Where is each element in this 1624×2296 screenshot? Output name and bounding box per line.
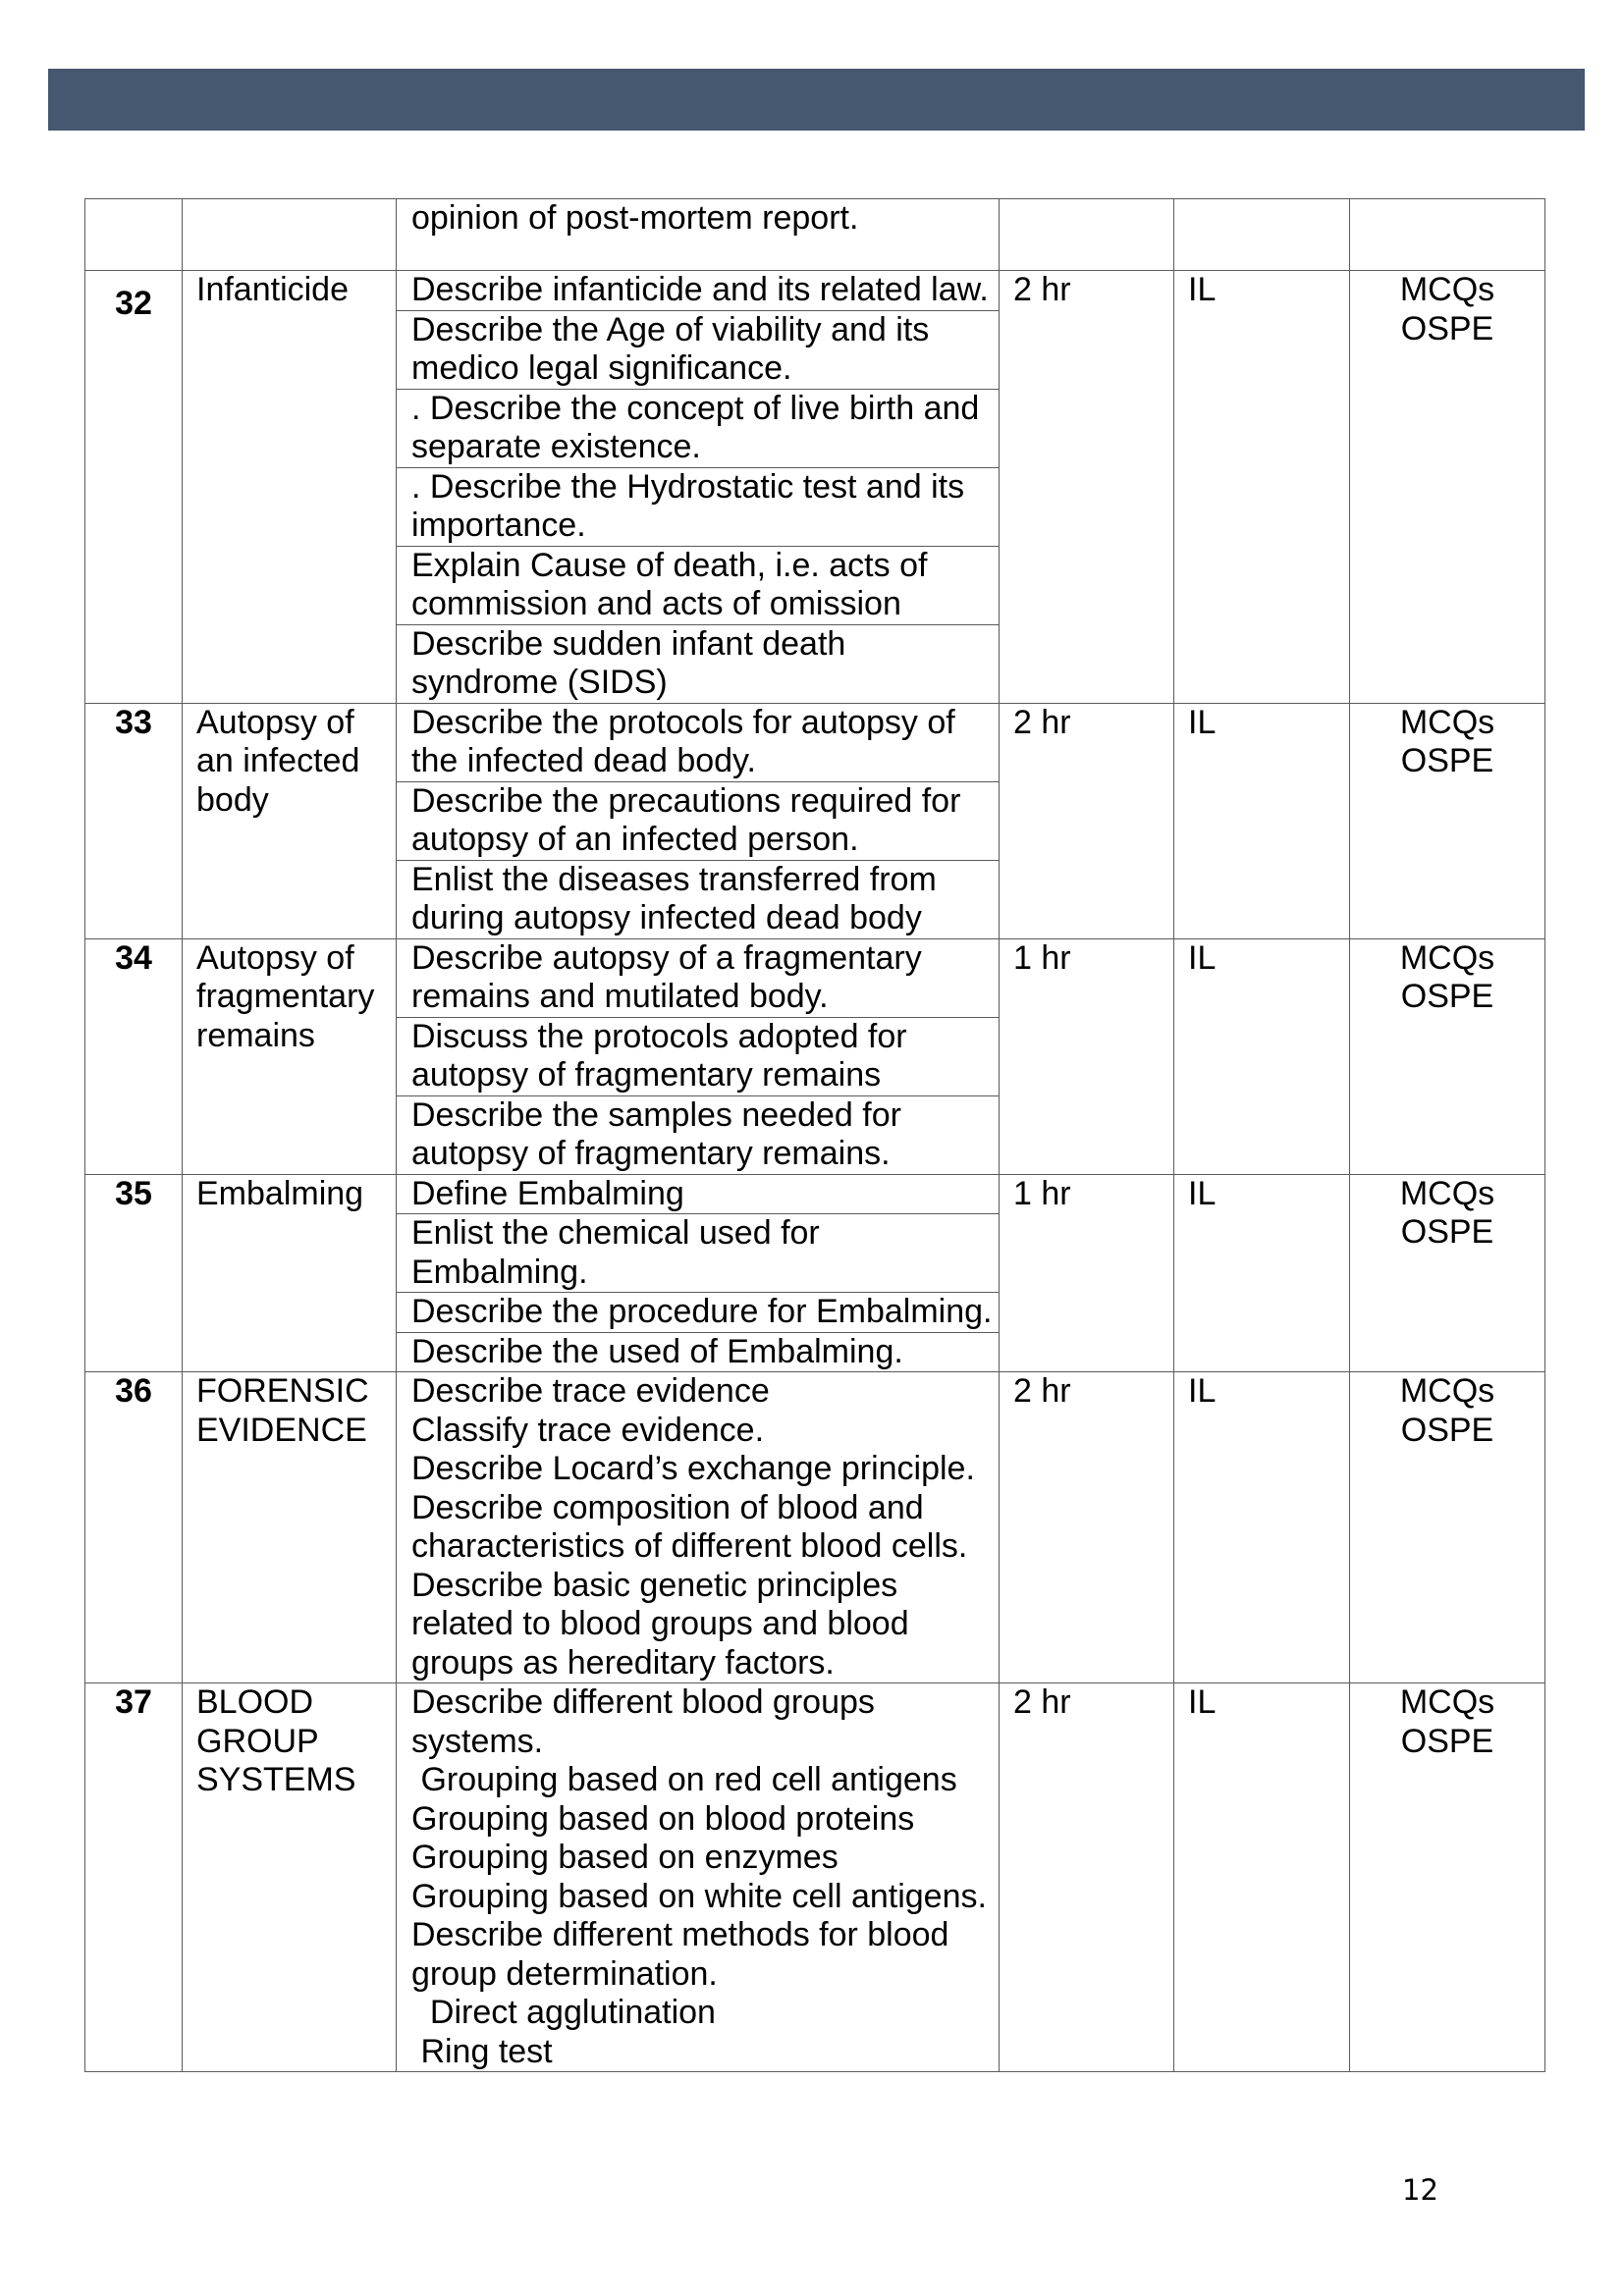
objective-text: Enlist the chemical used for Embalming. [411, 1214, 820, 1291]
assessment-cell [1350, 1174, 1545, 1372]
curriculum-table [84, 198, 1545, 2072]
objective-cell [397, 1017, 1000, 1095]
objective-cell [397, 546, 1000, 624]
row-duration: 2 hr [1013, 1372, 1071, 1410]
page-number: 12 [1402, 2173, 1438, 2207]
number-cell [85, 199, 183, 271]
row-number: 34 [115, 938, 152, 977]
duration-cell [1000, 1174, 1174, 1372]
continuation-row [85, 199, 1545, 271]
objective-cell [397, 1174, 1000, 1214]
row-assessment: MCQs OSPE [1399, 271, 1495, 347]
row-topic: Embalming [196, 1174, 364, 1212]
method-cell [1174, 199, 1350, 271]
row-assessment: MCQs OSPE [1399, 938, 1495, 1015]
method-cell [1174, 703, 1350, 938]
duration-cell [1000, 199, 1174, 271]
number-cell [85, 1372, 183, 1683]
row-topic: FORENSIC EVIDENCE [196, 1372, 369, 1449]
table-row [85, 703, 1545, 781]
topic-cell [183, 1174, 397, 1372]
topic-cell [183, 199, 397, 271]
objective-cell [397, 199, 1000, 271]
topic-cell [183, 703, 397, 938]
objective-text: . Describe the concept of live birth and separate existence. [411, 389, 980, 465]
row-topic: Autopsy of fragmentary remains [196, 938, 375, 1054]
topic-cell [183, 271, 397, 704]
row-duration: 2 hr [1013, 703, 1071, 741]
objective-text: Describe autopsy of a fragmentary remains and mutilated body. [411, 938, 922, 1015]
objective-cell [397, 1293, 1000, 1333]
objective-text: Describe trace evidence Classify trace evidence. Describe Locard’s exchange principle. Describe composition of blood and characteristics of different blood cells. Describe basic genetic principles related to blood groups and blood groups as hereditary factors. [411, 1372, 975, 1682]
objective-cell [397, 624, 1000, 703]
objective-cell [397, 781, 1000, 860]
number-cell [85, 271, 183, 704]
row-method: IL [1188, 938, 1217, 977]
row-number: 37 [115, 1683, 152, 1721]
row-method: IL [1188, 1174, 1217, 1212]
duration-cell [1000, 938, 1174, 1174]
objective-text: Describe different blood groups systems. Grouping based on red cell antigens Grouping based on blood proteins Grouping based on enzymes Grouping based on white cell antigens. Describe different methods for blood group determination. Direct agglutination Ring test [411, 1683, 987, 2070]
method-cell [1174, 1372, 1350, 1683]
row-assessment: MCQs OSPE [1399, 703, 1495, 779]
row-number: 32 [115, 285, 152, 322]
objective-cell [397, 1214, 1000, 1293]
row-duration: 1 hr [1013, 938, 1071, 977]
method-cell [1174, 271, 1350, 704]
table-row [85, 1174, 1545, 1214]
row-number: 33 [115, 703, 152, 741]
row-method: IL [1188, 271, 1217, 308]
objective-text: Describe sudden infant death syndrome (SIDS) [411, 624, 846, 701]
row-duration: 2 hr [1013, 271, 1071, 308]
row-topic: Autopsy of an infected body [196, 703, 360, 819]
assessment-cell [1350, 1683, 1545, 2072]
duration-cell [1000, 1683, 1174, 2072]
duration-cell [1000, 1372, 1174, 1683]
assessment-cell [1350, 703, 1545, 938]
row-duration: 2 hr [1013, 1683, 1071, 1721]
table-row [85, 1683, 1545, 2072]
topic-cell [183, 1683, 397, 2072]
objective-cell [397, 467, 1000, 546]
row-assessment: MCQs OSPE [1399, 1683, 1495, 1760]
objective-text: Describe the samples needed for autopsy of fragmentary remains. [411, 1095, 901, 1172]
row-topic: Infanticide [196, 271, 349, 308]
objective-text: opinion of post-mortem report. [411, 199, 859, 237]
row-assessment: MCQs OSPE [1399, 1372, 1495, 1449]
number-cell [85, 703, 183, 938]
topic-cell [183, 1372, 397, 1683]
objective-text: Describe the precautions required for autopsy of an infected person. [411, 781, 961, 858]
objective-text: . Describe the Hydrostatic test and its importance. [411, 467, 965, 544]
objective-cell [397, 1095, 1000, 1174]
objective-cell [397, 703, 1000, 781]
assessment-cell [1350, 938, 1545, 1174]
objective-text: Explain Cause of death, i.e. acts of commission and acts of omission [411, 546, 928, 622]
number-cell [85, 1174, 183, 1372]
objective-cell [397, 1683, 1000, 2072]
duration-cell [1000, 271, 1174, 704]
objective-cell [397, 938, 1000, 1017]
table-row [85, 271, 1545, 311]
objective-text: Describe infanticide and its related law. [411, 271, 989, 308]
objective-text: Describe the procedure for Embalming. [411, 1293, 993, 1330]
objective-text: Describe the used of Embalming. [411, 1332, 903, 1370]
row-number: 36 [115, 1372, 152, 1410]
topic-cell [183, 938, 397, 1174]
method-cell [1174, 1683, 1350, 2072]
header-bar [48, 69, 1585, 131]
objective-text: Enlist the diseases transferred from during autopsy infected dead body [411, 860, 937, 936]
row-number: 35 [115, 1174, 152, 1212]
row-topic: BLOOD GROUP SYSTEMS [196, 1683, 356, 1798]
objective-cell [397, 860, 1000, 938]
objective-text: Describe the protocols for autopsy of the infected dead body. [411, 703, 955, 779]
number-cell [85, 1683, 183, 2072]
duration-cell [1000, 703, 1174, 938]
objective-text: Discuss the protocols adopted for autopsy of fragmentary remains [411, 1017, 907, 1094]
assessment-cell [1350, 199, 1545, 271]
assessment-cell [1350, 1372, 1545, 1683]
objective-cell [397, 310, 1000, 389]
objective-text: Define Embalming [411, 1174, 684, 1212]
row-assessment: MCQs OSPE [1399, 1174, 1495, 1251]
objective-cell [397, 1332, 1000, 1372]
assessment-cell [1350, 271, 1545, 704]
objective-text: Describe the Age of viability and its medico legal significance. [411, 310, 930, 387]
row-method: IL [1188, 1683, 1217, 1721]
objective-cell [397, 271, 1000, 311]
row-duration: 1 hr [1013, 1174, 1071, 1212]
row-method: IL [1188, 703, 1217, 741]
table-row [85, 1372, 1545, 1683]
row-method: IL [1188, 1372, 1217, 1410]
table-row [85, 938, 1545, 1017]
objective-cell [397, 389, 1000, 467]
number-cell [85, 938, 183, 1174]
objective-cell [397, 1372, 1000, 1683]
method-cell [1174, 938, 1350, 1174]
method-cell [1174, 1174, 1350, 1372]
